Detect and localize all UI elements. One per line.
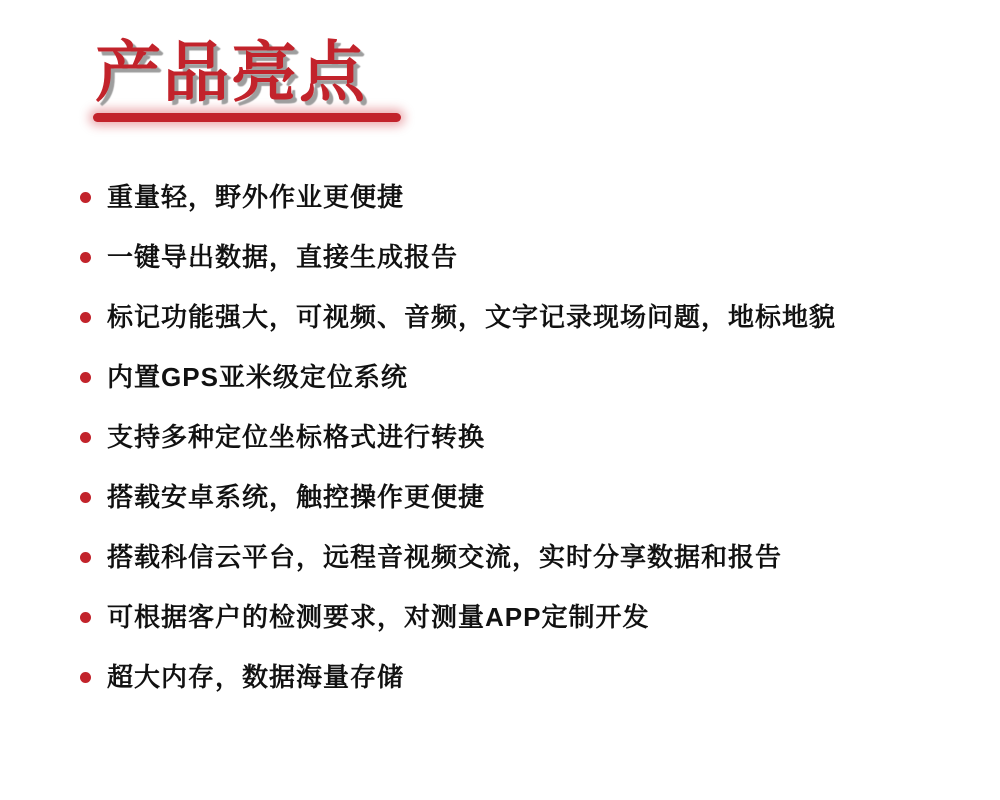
bullet-dot-icon	[80, 252, 91, 263]
list-item	[80, 483, 960, 511]
slide-header	[95, 35, 401, 122]
list-item	[80, 423, 960, 451]
bullet-dot-icon	[80, 372, 91, 383]
bullet-dot-icon	[80, 552, 91, 563]
feature-text: 一键导出数据，直接生成报告	[107, 242, 459, 272]
feature-text: 重量轻，野外作业更便捷	[107, 182, 405, 212]
feature-text: 搭载科信云平台，远程音视频交流，实时分享数据和报告	[107, 542, 783, 572]
list-item	[80, 183, 960, 211]
page-title: 产品亮点	[95, 35, 367, 109]
bullet-dot-icon	[80, 492, 91, 503]
list-item	[80, 603, 960, 631]
list-item	[80, 363, 960, 391]
feature-text: 搭载安卓系统，触控操作更便捷	[107, 482, 486, 512]
feature-text: 内置GPS亚米级定位系统	[107, 362, 408, 392]
list-item	[80, 303, 960, 331]
title-underline	[93, 113, 401, 122]
feature-text: 支持多种定位坐标格式进行转换	[107, 422, 486, 452]
bullet-dot-icon	[80, 432, 91, 443]
feature-text: 超大内存，数据海量存储	[107, 662, 405, 692]
list-item	[80, 663, 960, 691]
list-item	[80, 243, 960, 271]
bullet-dot-icon	[80, 672, 91, 683]
list-item	[80, 543, 960, 571]
bullet-dot-icon	[80, 312, 91, 323]
bullet-dot-icon	[80, 192, 91, 203]
feature-list	[80, 183, 960, 723]
feature-text: 标记功能强大，可视频、音频，文字记录现场问题，地标地貌	[107, 302, 837, 332]
bullet-dot-icon	[80, 612, 91, 623]
feature-text: 可根据客户的检测要求，对测量APP定制开发	[107, 602, 650, 632]
